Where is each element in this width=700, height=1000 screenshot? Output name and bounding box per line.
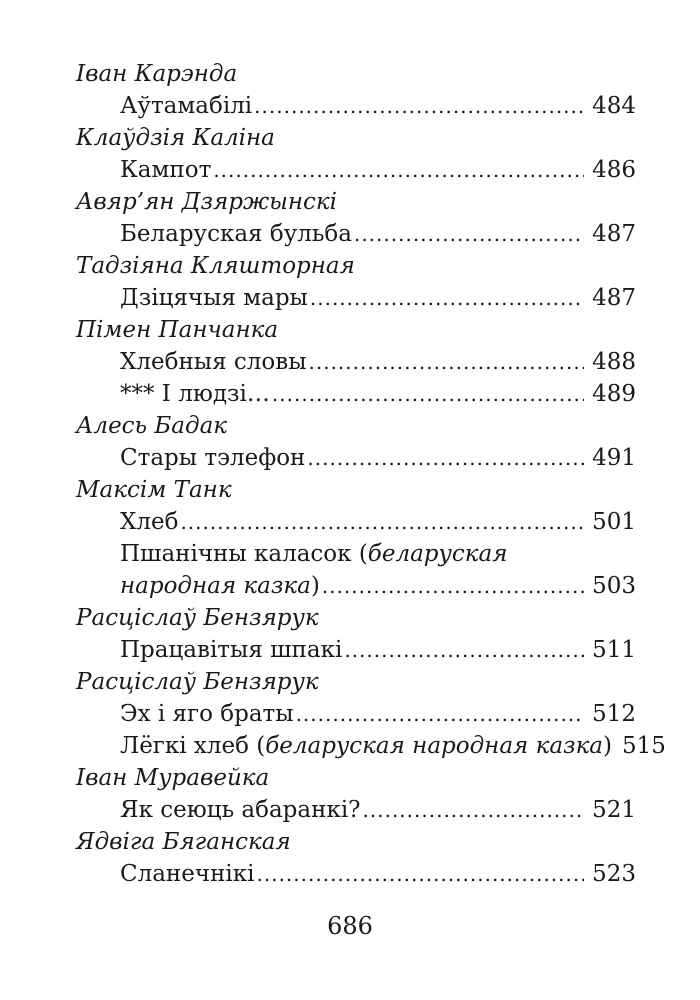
leader-dots (213, 154, 584, 186)
work-title: Кампот (120, 157, 212, 183)
work-title: Сланечнікі (120, 861, 255, 887)
work-title: Хлебныя словы (120, 349, 307, 375)
work-title: Як сеюць абаранкі? (120, 797, 361, 823)
work-title-italic: народная казка (120, 573, 311, 599)
author-name: Іван Муравейка (76, 765, 270, 791)
page-number: 686 (327, 912, 373, 940)
toc-entry (76, 666, 666, 762)
work-title: Стары тэлефон (120, 445, 306, 471)
work-title-italic: беларуская (367, 541, 508, 567)
leader-dots (309, 346, 585, 378)
leader-dots (322, 570, 584, 602)
toc-line (120, 730, 666, 762)
work-title: Аўтамабілі (120, 93, 253, 119)
leader-dots (272, 378, 584, 410)
author-name: Пімен Панчанка (76, 317, 279, 343)
toc-entry (76, 122, 636, 186)
toc-line (120, 698, 636, 730)
author-name: Клаўдзія Каліна (76, 125, 275, 151)
toc-line (120, 570, 636, 602)
toc-entry (76, 314, 636, 410)
toc-entry (76, 58, 636, 122)
work-title: Працавітыя шпакі (120, 637, 343, 663)
work-title: Пшанічны каласок (беларуская (120, 541, 508, 567)
toc-line (120, 538, 636, 570)
toc-line (120, 858, 636, 890)
page-ref: 521 (592, 797, 636, 823)
author-name: Алесь Бадак (76, 413, 228, 439)
toc-entry (76, 826, 636, 890)
toc-line (120, 442, 636, 474)
work-title: *** І людзі… (120, 381, 270, 407)
leader-dots (180, 506, 584, 538)
table-of-contents (76, 58, 666, 890)
page-ref: 491 (592, 445, 636, 471)
toc-line (120, 154, 636, 186)
author-name: Расціслаў Бензярук (76, 605, 319, 631)
author-name: Максім Танк (76, 477, 232, 503)
toc-line (120, 282, 636, 314)
leader-dots (296, 698, 585, 730)
page-ref: 503 (592, 573, 636, 599)
leader-dots (354, 218, 584, 250)
toc-line (120, 506, 636, 538)
toc-line (120, 794, 636, 826)
page-ref: 511 (592, 637, 636, 663)
author-name: Авяр’ян Дзяржынскі (76, 189, 337, 215)
leader-dots (344, 634, 584, 666)
leader-dots (254, 90, 584, 122)
work-title-italic: беларуская народная казка (265, 733, 604, 759)
author-name: Ядвіга Бяганская (76, 829, 291, 855)
page-ref: 488 (592, 349, 636, 375)
page-ref: 515 (622, 733, 666, 759)
page-ref: 512 (592, 701, 636, 727)
toc-entry (76, 186, 636, 250)
page-ref: 487 (592, 285, 636, 311)
author-name: Расціслаў Бензярук (76, 669, 319, 695)
toc-entry (76, 410, 636, 474)
toc-line (120, 218, 636, 250)
author-name: Тадзіяна Кляшторная (76, 253, 355, 279)
leader-dots (363, 794, 585, 826)
page-ref: 486 (592, 157, 636, 183)
toc-line (120, 378, 636, 410)
work-title: народная казка) (120, 573, 320, 599)
work-title: Эх і яго браты (120, 701, 294, 727)
toc-entry (76, 474, 636, 602)
page-ref: 489 (592, 381, 636, 407)
page-ref: 523 (592, 861, 636, 887)
work-title: Беларуская бульба (120, 221, 352, 247)
toc-entry (76, 762, 636, 826)
leader-dots (257, 858, 585, 890)
toc-entry (76, 250, 636, 314)
leader-dots (310, 282, 584, 314)
toc-line (120, 346, 636, 378)
page-ref: 487 (592, 221, 636, 247)
author-name: Іван Карэнда (76, 61, 238, 87)
page-ref: 501 (592, 509, 636, 535)
work-title: Хлеб (120, 509, 179, 535)
toc-line (120, 90, 636, 122)
work-title: Дзіцячыя мары (120, 285, 308, 311)
page-ref: 484 (592, 93, 636, 119)
toc-entry (76, 602, 636, 666)
work-title: Лёгкі хлеб (беларуская народная казка) (120, 733, 613, 759)
leader-dots (307, 442, 584, 474)
toc-line (120, 634, 636, 666)
